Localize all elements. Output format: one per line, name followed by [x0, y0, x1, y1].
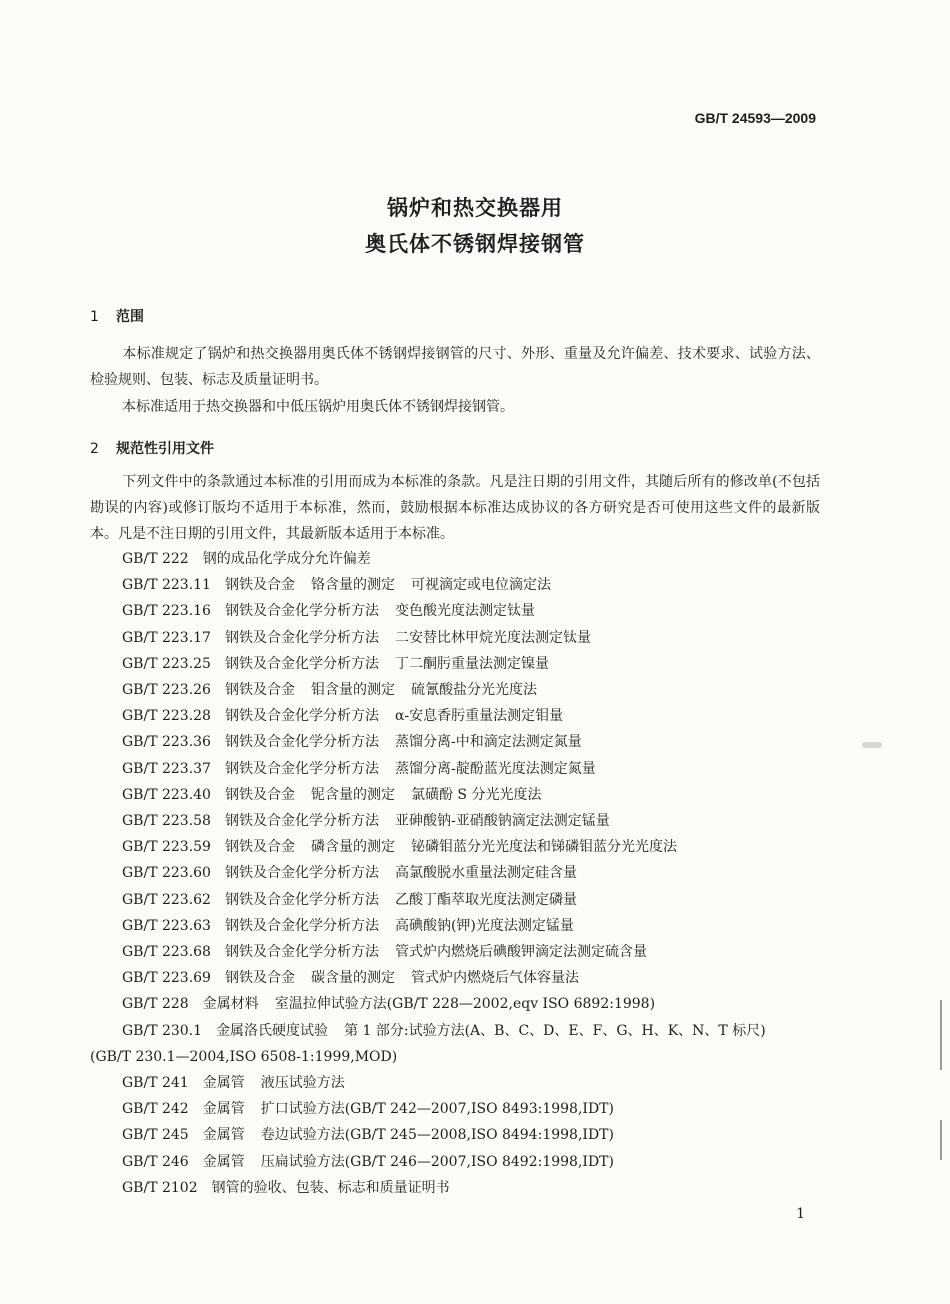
reference-code: GB/T 223.28 — [122, 708, 211, 725]
reference-title-part: 碳含量的测定 — [310, 970, 395, 987]
reference-title-part: 蒸馏分离-靛酚蓝光度法测定氮量 — [394, 760, 596, 777]
reference-title-part: α-安息香肟重量法测定钼量 — [394, 708, 564, 725]
reference-code: GB/T 223.16 — [122, 603, 211, 620]
reference-title-part: 亚砷酸钠-亚硝酸钠滴定法测定锰量 — [394, 813, 610, 829]
reference-item — [122, 1096, 822, 1122]
reference-code: GB/T 223.69 — [122, 970, 211, 987]
reference-title-part: 钢的成品化学成分允许偏差 — [202, 551, 371, 567]
reference-title-part: 硫氰酸盐分光光度法 — [410, 682, 537, 698]
reference-title-part: 钢铁及合金化学分析方法 — [224, 708, 379, 725]
reference-code: GB/T 223.62 — [122, 891, 211, 908]
reference-code: GB/T 223.60 — [122, 865, 211, 882]
reference-title-part: 钢铁及合金 — [224, 682, 295, 698]
reference-title-part: 钢铁及合金化学分析方法 — [224, 603, 379, 620]
reference-title-part: 金属材料 — [202, 996, 259, 1013]
reference-code: GB/T 223.26 — [122, 682, 211, 698]
reference-item — [122, 991, 822, 1017]
reference-title-part: 室温拉伸试验方法(GB/T 228—2002,eqv ISO 6892:1998) — [274, 996, 656, 1013]
reference-title-part: 磷含量的测定 — [310, 839, 395, 856]
reference-title-part: 变色酸光度法测定钛量 — [394, 603, 535, 620]
reference-title-part: 钢铁及合金 — [224, 970, 295, 987]
reference-item — [122, 1175, 822, 1201]
reference-code: GB/T 223.36 — [122, 734, 211, 751]
reference-item — [122, 677, 822, 703]
reference-title-part: 钢铁及合金化学分析方法 — [224, 629, 379, 646]
reference-code: GB/T 241 — [122, 1075, 189, 1091]
section-2-number: 2 — [90, 441, 99, 457]
reference-title-part: 金属管 — [202, 1153, 245, 1170]
reference-title-part: 钢铁及合金化学分析方法 — [224, 865, 379, 882]
reference-title-part: 钢管的验收、包装、标志和质量证明书 — [211, 1179, 450, 1196]
reference-item — [122, 913, 822, 939]
reference-code: GB/T 245 — [122, 1127, 189, 1144]
reference-code: GB/T 230.1 — [122, 1022, 203, 1039]
reference-code: GB/T 223.59 — [122, 839, 211, 856]
reference-code: GB/T 242 — [122, 1101, 189, 1118]
reference-item — [122, 939, 822, 965]
reference-code: GB/T 246 — [122, 1153, 189, 1170]
reference-title-part: 乙酸丁酯萃取光度法测定磷量 — [394, 891, 577, 908]
reference-code: GB/T 223.37 — [122, 760, 211, 777]
reference-item — [122, 546, 822, 572]
scan-edge-mark — [940, 1000, 942, 1070]
reference-title-part: 金属管 — [202, 1075, 245, 1091]
title-line-2: 奥氏体不锈钢焊接钢管 — [365, 232, 585, 256]
reference-title-part: 第 1 部分:试验方法(A、B、C、D、E、F、G、H、K、N、T 标尺) — [344, 1022, 766, 1039]
reference-title-part: 钢铁及合金化学分析方法 — [224, 760, 379, 777]
reference-item — [122, 572, 822, 598]
reference-code: GB/T 223.25 — [122, 655, 211, 672]
reference-item — [122, 1149, 822, 1175]
page-number: 1 — [796, 1206, 805, 1222]
reference-title-part: 铋磷钼蓝分光光度法和锑磷钼蓝分光光度法 — [410, 839, 677, 856]
standard-number: GB/T 24593—2009 — [694, 110, 816, 126]
reference-title-part: 蒸馏分离-中和滴定法测定氮量 — [394, 734, 582, 751]
reference-code: GB/T 228 — [122, 996, 189, 1013]
section-1-title: 范围 — [116, 309, 144, 325]
reference-title-part: 卷边试验方法(GB/T 245—2008,ISO 8494:1998,IDT) — [260, 1127, 614, 1144]
reference-code: GB/T 223.17 — [122, 629, 211, 646]
reference-title-part: 金属洛氏硬度试验 — [216, 1022, 329, 1039]
reference-title-part: 金属管 — [202, 1101, 245, 1118]
section-2-heading — [90, 438, 214, 458]
reference-item — [122, 1122, 822, 1148]
section-1-paragraph-2: 本标准适用于热交换器和中低压锅炉用奥氏体不锈钢焊接钢管。 — [122, 399, 514, 415]
scan-edge-mark — [940, 1120, 942, 1160]
reference-title-part: 钢铁及合金 — [224, 839, 295, 856]
reference-title-part: 钢铁及合金化学分析方法 — [224, 734, 379, 751]
title-line-1: 锅炉和热交换器用 — [387, 196, 563, 220]
reference-title-part: 铬含量的测定 — [310, 577, 395, 594]
reference-code: GB/T 222 — [122, 551, 189, 567]
reference-item — [122, 756, 822, 782]
reference-item — [90, 1044, 397, 1070]
reference-title-part: 二安替比林甲烷光度法测定钛量 — [394, 629, 591, 646]
reference-title-part: 钢铁及合金化学分析方法 — [224, 813, 379, 829]
reference-title-part: 高氯酸脱水重量法测定硅含量 — [394, 865, 577, 882]
reference-code: GB/T 223.68 — [122, 944, 211, 960]
reference-title-part: 管式炉内燃烧后碘酸钾滴定法测定硫含量 — [394, 944, 647, 960]
reference-item — [122, 887, 822, 913]
reference-item — [122, 729, 822, 755]
reference-code: GB/T 2102 — [122, 1179, 198, 1196]
reference-code: GB/T 223.58 — [122, 813, 211, 829]
reference-title-part: 金属管 — [202, 1127, 245, 1144]
reference-title-part: 扩口试验方法(GB/T 242—2007,ISO 8493:1998,IDT) — [260, 1101, 614, 1118]
reference-title-part: 丁二酮肟重量法测定镍量 — [394, 655, 549, 672]
section-2-title: 规范性引用文件 — [116, 441, 214, 457]
section-1-heading — [90, 306, 144, 326]
reference-title-part: 钢铁及合金 — [224, 786, 295, 803]
reference-item — [122, 834, 822, 860]
section-1-number: 1 — [90, 309, 99, 325]
reference-code: GB/T 223.63 — [122, 917, 211, 934]
section-2-intro: 下列文件中的条款通过本标准的引用而成为本标准的条款。凡是注日期的引用文件，其随后所有的修改单(不包括勘误的内容)或修订版均不适用于本标准，然而，鼓励根据本标准达成协议的各方研究是否可使用这些文件的最新版本。凡是不注日期的引用文件，其最新版本适用于本标准。 — [90, 474, 820, 542]
reference-title-part: 氯磺酚 S 分光光度法 — [410, 786, 542, 803]
reference-item — [122, 651, 822, 677]
reference-title-part: 可视滴定或电位滴定法 — [410, 577, 551, 594]
reference-item — [122, 965, 822, 991]
reference-title-part: 液压试验方法 — [260, 1075, 345, 1091]
reference-title-part: 钢铁及合金化学分析方法 — [224, 891, 379, 908]
section-1-paragraph-1: 本标准规定了锅炉和热交换器用奥氏体不锈钢焊接钢管的尺寸、外形、重量及允许偏差、技术要求、试验方法、检验规则、包装、标志及质量证明书。 — [90, 346, 820, 388]
reference-item — [122, 1070, 822, 1096]
scan-smudge — [862, 742, 882, 748]
reference-title-part: (GB/T 230.1—2004,ISO 6508-1:1999,MOD) — [90, 1048, 398, 1065]
reference-title-part: 钢铁及合金化学分析方法 — [224, 944, 379, 960]
reference-code: GB/T 223.40 — [122, 786, 211, 803]
reference-item — [122, 808, 822, 834]
reference-title-part: 钼含量的测定 — [310, 682, 395, 698]
reference-title-part: 高碘酸钠(钾)光度法测定锰量 — [394, 917, 574, 934]
reference-item — [122, 703, 822, 729]
reference-title-part: 压扁试验方法(GB/T 246—2007,ISO 8492:1998,IDT) — [260, 1153, 614, 1170]
reference-title-part: 管式炉内燃烧后气体容量法 — [410, 970, 579, 987]
reference-item — [122, 625, 822, 651]
reference-item — [122, 860, 822, 886]
reference-item — [122, 598, 822, 624]
reference-title-part: 铌含量的测定 — [310, 786, 395, 803]
reference-title-part: 钢铁及合金化学分析方法 — [224, 655, 379, 672]
reference-item — [122, 782, 822, 808]
reference-code: GB/T 223.11 — [122, 577, 211, 594]
reference-title-part: 钢铁及合金 — [224, 577, 295, 594]
reference-title-part: 钢铁及合金化学分析方法 — [224, 917, 379, 934]
reference-item — [122, 1018, 822, 1044]
